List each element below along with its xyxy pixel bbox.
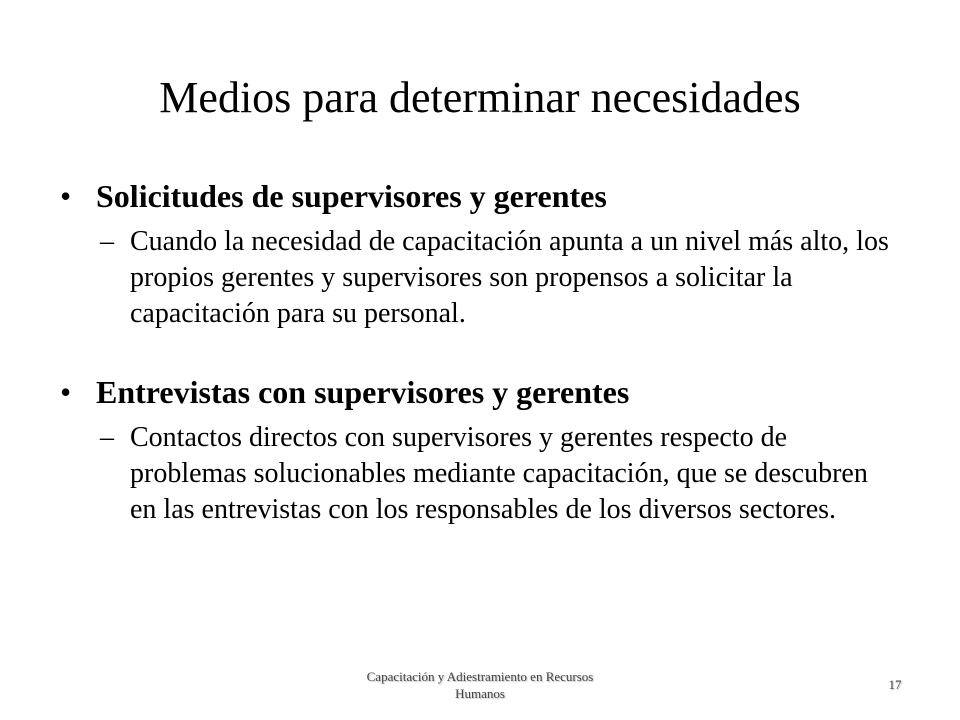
slide-footer bbox=[330, 668, 630, 702]
sub-bullet-marker: – bbox=[100, 226, 114, 257]
footer-text-line2: Humanos bbox=[455, 686, 505, 701]
bullet-heading: Solicitudes de supervisores y gerentes bbox=[96, 178, 607, 214]
bullet-row bbox=[60, 176, 920, 216]
bullet-marker: • bbox=[60, 374, 72, 410]
sub-bullet-text: Contactos directos con supervisores y gerentes respecto de problemas solucionables mediante capacitación, que se descubren en las entrevistas con los responsables de los diversos sectores. bbox=[130, 422, 868, 525]
bullet-row bbox=[60, 372, 920, 412]
footer-text-line1: Capacitación y Adiestramiento en Recursos bbox=[366, 669, 594, 684]
bullet-item bbox=[60, 176, 920, 332]
slide-title: Medios para determinar necesidades bbox=[159, 73, 801, 122]
bullet-heading: Entrevistas con supervisores y gerentes bbox=[96, 374, 630, 410]
sub-bullet-marker: – bbox=[100, 422, 114, 453]
page-number: 17 bbox=[888, 677, 902, 692]
sub-bullet-row bbox=[100, 224, 920, 332]
sub-bullet-row bbox=[100, 420, 920, 528]
bullet-item bbox=[60, 372, 920, 528]
bullet-marker: • bbox=[60, 178, 72, 214]
sub-bullet-text: Cuando la necesidad de capacitación apunta a un nivel más alto, los propios gerentes y supervisores son propensos a solicitar la capacitación para su personal. bbox=[130, 226, 889, 329]
